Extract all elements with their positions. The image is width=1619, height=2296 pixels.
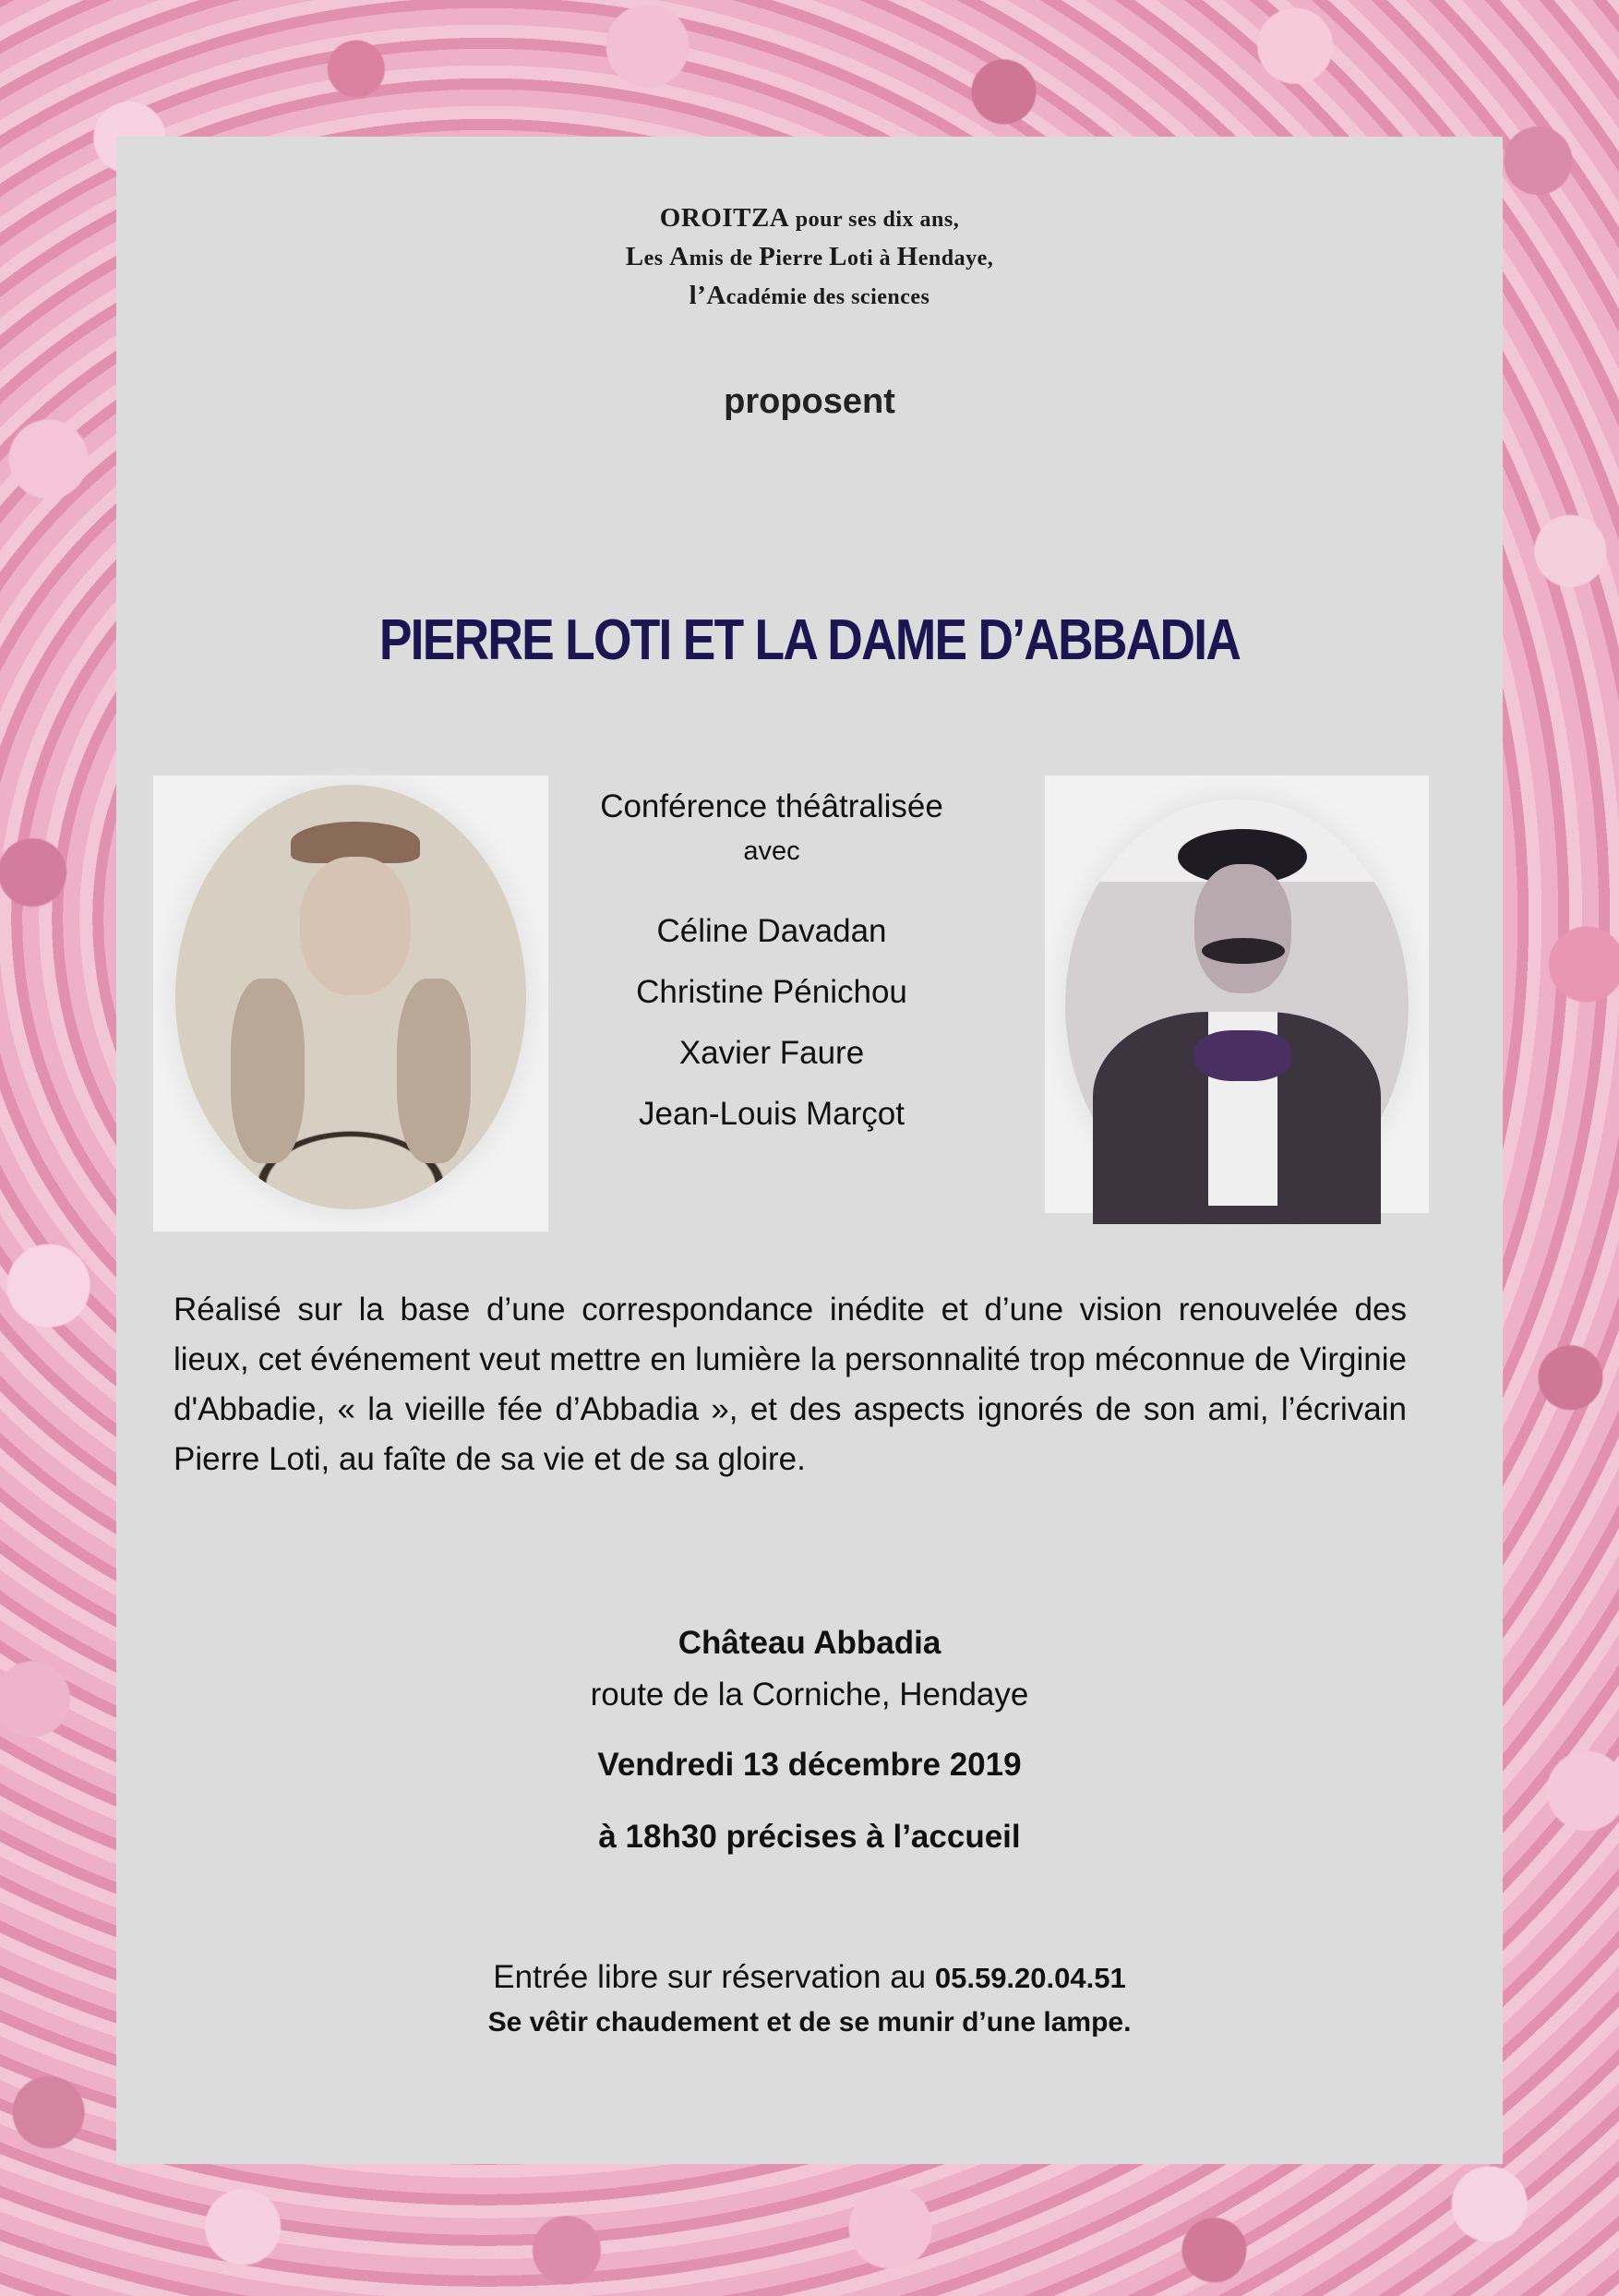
organizer-line-3: l’Académie des sciences: [689, 281, 930, 310]
venue-address: route de la Corniche, Hendaye: [590, 1677, 1029, 1713]
face-shape: [300, 857, 411, 995]
organizer-line-1: OROITZA pour ses dix ans,: [659, 203, 960, 233]
event-type: Conférence théâtralisée: [600, 788, 943, 824]
reservation-phone: 05.59.20.04.51: [934, 1962, 1126, 1994]
performer: Xavier Faure: [678, 1035, 865, 1071]
portrait-virginie-dabbadie: [175, 785, 526, 1209]
poster-panel: [116, 137, 1503, 2164]
organizers: [116, 199, 1503, 316]
cravat-shape: [1194, 1030, 1291, 1081]
portrait-pierre-loti: [1065, 799, 1409, 1211]
performer: Céline Davadan: [656, 913, 887, 949]
moustache-shape: [1202, 938, 1285, 964]
event-date: Vendredi 13 décembre 2019: [597, 1747, 1022, 1783]
portrait-right-frame: [1045, 775, 1429, 1213]
fur-collar-left: [231, 979, 305, 1163]
proposent-label: proposent: [724, 382, 895, 421]
fur-collar-right: [397, 979, 471, 1163]
portrait-left-frame: [153, 775, 548, 1232]
face-shape: [1194, 864, 1291, 993]
reservation-note: Se vêtir chaudement et de se munir d’une lampe.: [487, 2007, 1132, 2038]
reservation-text: Entrée libre sur réservation au: [493, 1959, 935, 1995]
organizer-line-2: Les Amis de Pierre Loti à Hendaye,: [625, 242, 994, 271]
with-label: avec: [743, 836, 800, 866]
event-time: à 18h30 précises à l’accueil: [598, 1819, 1021, 1855]
event-title: PIERRE LOTI ET LA DAME D’ABBADIA: [378, 608, 1241, 672]
reservation-line: [116, 1959, 1503, 1996]
description-paragraph: Réalisé sur la base d’une correspondance inédite et d’une vision renouvelée des lieux, cet événement veut mettre en lumière la personnalité trop méconnue de Virginie d'Abbadie, « la vieille fée d’Abbadia », et des aspects ignorés de son ami, l’écrivain Pierre Loti, au faîte de sa vie et de sa gloire.: [174, 1292, 1407, 1477]
performer: Christine Pénichou: [636, 974, 907, 1010]
performer: Jean-Louis Marçot: [639, 1096, 905, 1132]
venue-name: Château Abbadia: [678, 1625, 941, 1661]
performers-list: [513, 901, 1030, 1145]
